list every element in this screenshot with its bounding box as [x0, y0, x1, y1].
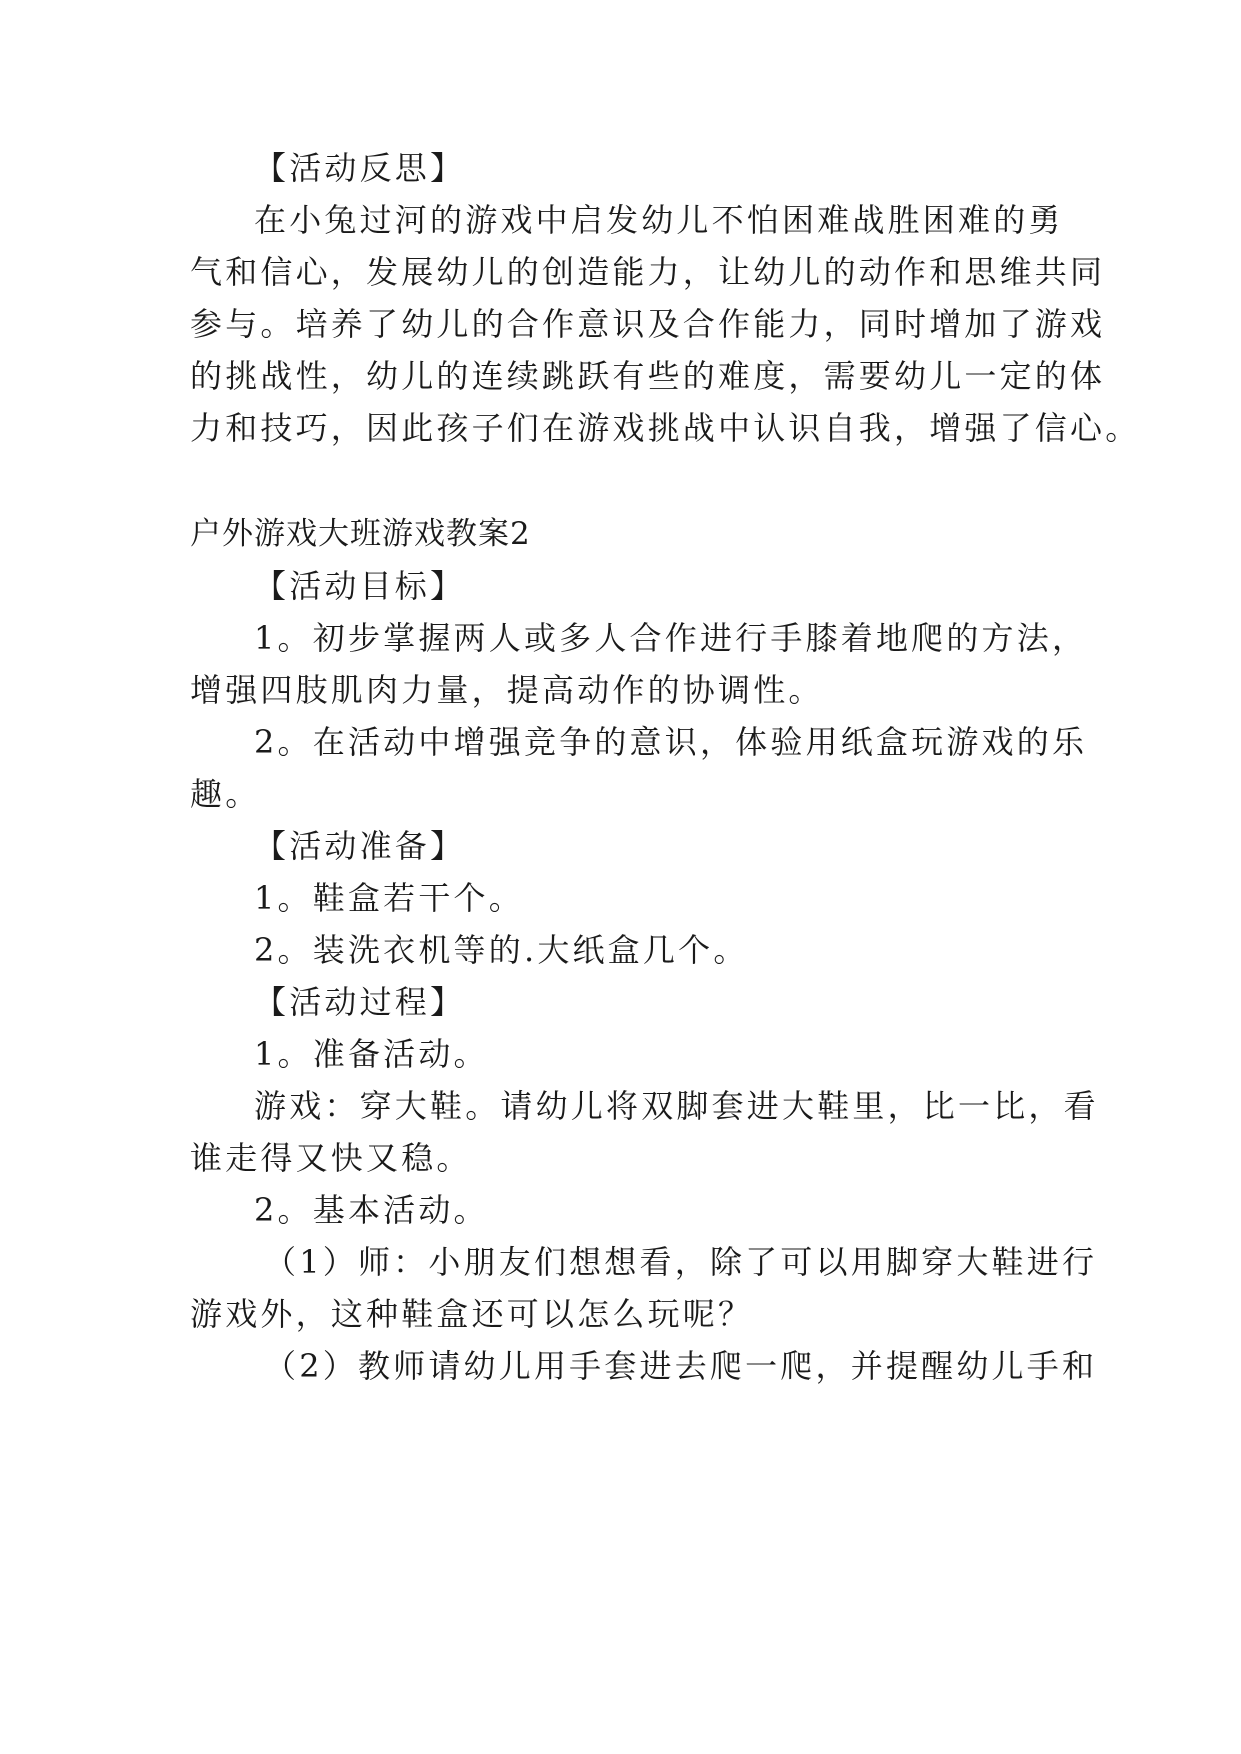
prep-item-1: 1。鞋盒若干个。 [254, 879, 524, 917]
document-title: 户外游戏大班游戏教案2 [190, 516, 531, 552]
goal-item-1: 1。初步掌握两人或多人合作进行手膝着地爬的方法， [254, 619, 1088, 657]
game-description: 游戏：穿大鞋。请幼儿将双脚套进大鞋里，比一比，看 [254, 1087, 1099, 1125]
section-heading-reflection: 【活动反思】 [254, 149, 466, 187]
prep-item-2: 2。装洗衣机等的.大纸盒几个。 [254, 931, 749, 969]
paragraph-line: 在小兔过河的游戏中启发幼儿不怕困难战胜困难的勇 [254, 201, 1064, 239]
process-step-2: 2。基本活动。 [254, 1191, 489, 1229]
section-heading-prep: 【活动准备】 [254, 827, 466, 865]
sub-step-1-cont: 游戏外，这种鞋盒还可以怎么玩呢？ [190, 1295, 754, 1333]
paragraph-line: 气和信心，发展幼儿的创造能力，让幼儿的动作和思维共同 [190, 253, 1106, 291]
paragraph-line: 的挑战性，幼儿的连续跳跃有些的难度，需要幼儿一定的体 [190, 357, 1106, 395]
game-description-cont: 谁走得又快又稳。 [190, 1139, 472, 1177]
goal-item-2: 2。在活动中增强竞争的意识，体验用纸盒玩游戏的乐 [254, 723, 1088, 761]
section-heading-process: 【活动过程】 [254, 983, 466, 1021]
sub-step-2: （2）教师请幼儿用手套进去爬一爬，并提醒幼儿手和 [264, 1347, 1098, 1385]
process-step-1: 1。准备活动。 [254, 1035, 489, 1073]
sub-step-1: （1）师：小朋友们想想看，除了可以用脚穿大鞋进行 [264, 1243, 1098, 1281]
goal-item-2-cont: 趣。 [190, 775, 261, 813]
paragraph-line: 力和技巧，因此孩子们在游戏挑战中认识自我，增强了信心。 [190, 409, 1141, 447]
goal-item-1-cont: 增强四肢肌肉力量，提高动作的协调性。 [190, 671, 824, 709]
section-heading-goals: 【活动目标】 [254, 567, 466, 605]
paragraph-line: 参与。培养了幼儿的合作意识及合作能力，同时增加了游戏 [190, 305, 1106, 343]
